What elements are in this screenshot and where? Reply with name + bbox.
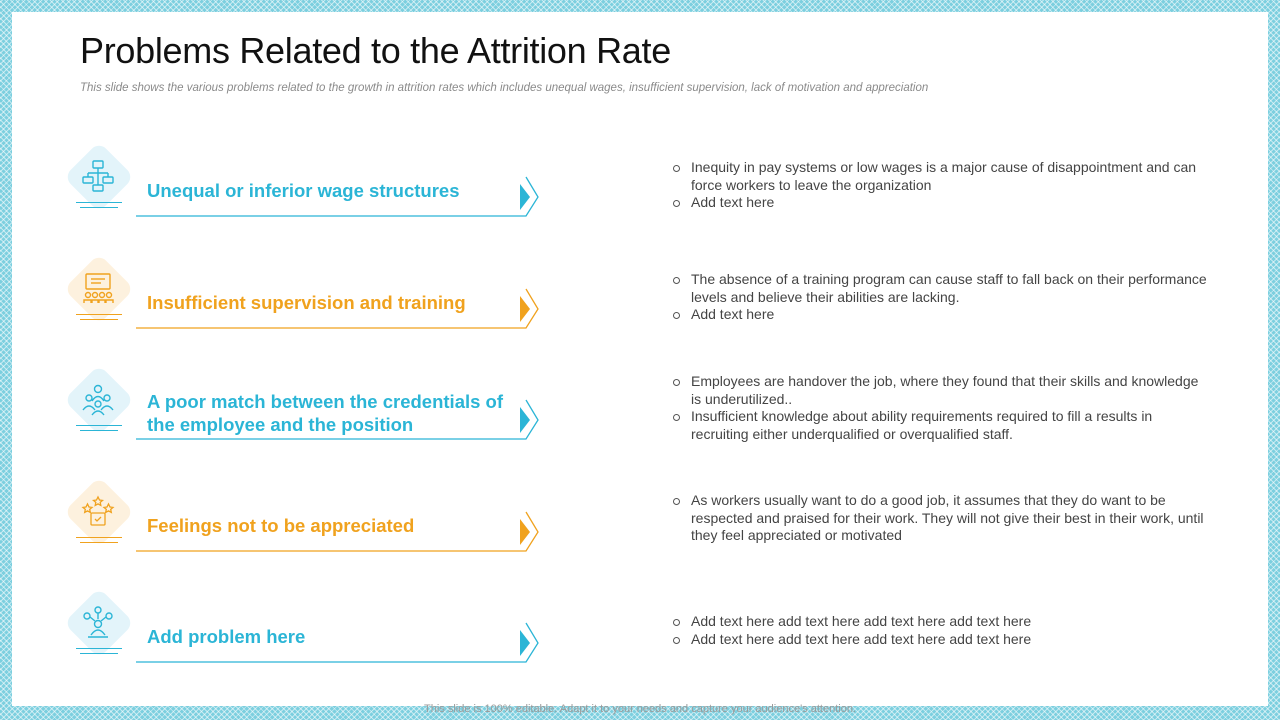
problem-label: Unequal or inferior wage structures (147, 179, 460, 201)
problem-label-box (134, 391, 544, 443)
org-chart-icon (80, 158, 116, 194)
problem-icon-badge (68, 148, 128, 212)
chevron-right-icon (520, 296, 530, 322)
problem-label-box (134, 168, 544, 220)
problem-label: Feelings not to be appreciated (147, 514, 415, 536)
network-person-icon (80, 604, 116, 640)
problem-icon-badge (68, 483, 128, 547)
list-item: Inequity in pay systems or low wages is a major cause of disappointment and can force workers to leave the organization (672, 159, 1212, 194)
star-rating-icon (80, 493, 116, 529)
list-item: Add text here (672, 306, 1212, 324)
list-item: Insufficient knowledge about ability requirements required to fill a results in recruiting either underqualified or overqualified staff. (672, 408, 1212, 443)
chevron-right-icon (520, 630, 530, 656)
problem-label: Add problem here (147, 625, 306, 647)
list-item: Add text here add text here add text here add text here (672, 613, 1212, 631)
list-item: Add text here add text here add text here add text here (672, 631, 1212, 649)
chevron-right-icon (520, 184, 530, 210)
team-group-icon (80, 381, 116, 417)
list-item: As workers usually want to do a good job, it assumes that they do want to be respected and praised for their work. They will not give their best in their work, until they feel appreciated or motivated (672, 492, 1212, 545)
slide (12, 12, 1268, 706)
problem-description-list (672, 373, 1212, 443)
problem-icon-badge (68, 594, 128, 658)
problem-icon-badge (68, 260, 128, 324)
problem-label-box (134, 614, 544, 666)
problem-label-box (134, 503, 544, 555)
problem-description-list (672, 271, 1212, 324)
chevron-right-icon (520, 407, 530, 433)
problem-description-list (672, 613, 1212, 648)
page-title: Problems Related to the Attrition Rate (80, 30, 671, 71)
footer-note: This slide is 100% editable. Adapt it to your needs and capture your audience's attention. (424, 703, 856, 715)
training-board-icon (80, 270, 116, 306)
problem-icon-badge (68, 371, 128, 435)
problem-label-box (134, 280, 544, 332)
problem-label: Insufficient supervision and training (147, 291, 466, 313)
chevron-right-icon (520, 519, 530, 545)
page-subtitle: This slide shows the various problems related to the growth in attrition rates which includes unequal wages, insufficient supervision, lack of motivation and appreciation (80, 82, 929, 94)
list-item: The absence of a training program can cause staff to fall back on their performance levels and believe their abilities are lacking. (672, 271, 1212, 306)
problem-label: A poor match between the credentials of the employee and the position (147, 391, 504, 435)
problem-description-list (672, 159, 1212, 212)
list-item: Employees are handover the job, where they found that their skills and knowledge is underutilized.. (672, 373, 1212, 408)
problem-description-list (672, 492, 1212, 545)
list-item: Add text here (672, 194, 1212, 212)
